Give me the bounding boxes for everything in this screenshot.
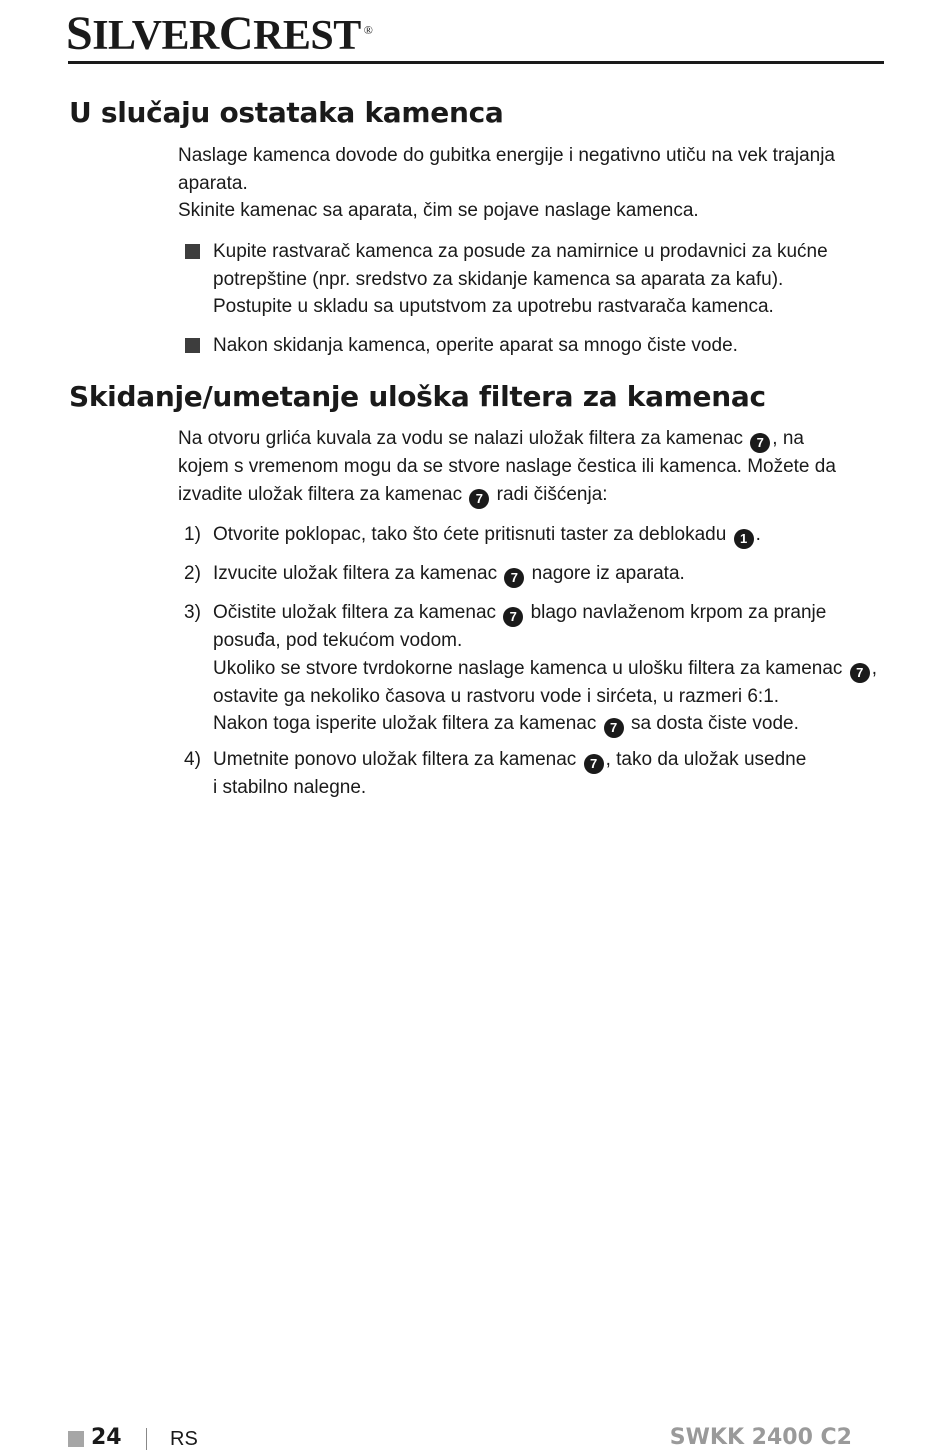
section-heading-filter: Skidanje/umetanje uloška filtera za kamenac bbox=[69, 380, 766, 413]
list-item: 1) Otvorite poklopac, tako što ćete pritisnuti taster za deblokadu 1 . bbox=[178, 521, 888, 549]
header-divider bbox=[68, 61, 884, 64]
list-item: Kupite rastvarač kamenca za posude za namirnice u prodavnici za kućne potrepštine (npr. sredstvo za skidanje kamenca sa aparata za kafu). Postupite u skladu sa uputstvom za upotrebu rastvarača kamenca. bbox=[178, 238, 888, 321]
callout-number-icon: 7 bbox=[503, 607, 523, 627]
list-item: Nakon skidanja kamenca, operite aparat sa mnogo čiste vode. bbox=[178, 332, 888, 360]
bullet-square-icon bbox=[185, 338, 200, 353]
paragraph-filter-intro: Na otvoru grlića kuvala za vodu se nalazi uložak filtera za kamenac 7 , na kojem s vremenom mogu da se stvore naslage čestica ili kamenca. Možete da izvadite uložak filtera za kamenac 7 radi čišćenja: bbox=[178, 425, 878, 509]
callout-number-icon: 1 bbox=[734, 529, 754, 549]
language-code: RS bbox=[170, 1428, 198, 1450]
footer-square-icon bbox=[68, 1431, 84, 1447]
list-item: 3) Očistite uložak filtera za kamenac 7 blago navlaženom krpom za pranje posuđa, pod tekućom vodom. Ukoliko se stvore tvrdokorne naslage kamenca u ulošku filtera za kamenac 7 , ostavite ga nekoliko časova u rastvoru vode i sirćeta, u razmeri 6:1. Nakon toga isperite uložak filtera za kamenac 7 sa dosta čiste vode. bbox=[178, 599, 888, 738]
callout-number-icon: 7 bbox=[504, 568, 524, 588]
callout-number-icon: 7 bbox=[604, 718, 624, 738]
callout-number-icon: 7 bbox=[584, 754, 604, 774]
callout-number-icon: 7 bbox=[750, 433, 770, 453]
paragraph-intro: Naslage kamenca dovode do gubitka energije i negativno utiču na vek trajanja aparata. Skinite kamenac sa aparata, čim se pojave naslage kamenca. bbox=[178, 145, 835, 221]
brand-logo: SILVERCREST ® bbox=[66, 7, 373, 60]
model-number: SWKK 2400 C2 bbox=[669, 1425, 852, 1450]
list-item: 2) Izvucite uložak filtera za kamenac 7 nagore iz aparata. bbox=[178, 560, 888, 588]
page-number: 24 bbox=[91, 1425, 122, 1450]
footer-divider bbox=[146, 1428, 147, 1450]
callout-number-icon: 7 bbox=[469, 489, 489, 509]
callout-number-icon: 7 bbox=[850, 663, 870, 683]
list-item: 4) Umetnite ponovo uložak filtera za kamenac 7 , tako da uložak usedne i stabilno nalegne. bbox=[184, 749, 807, 798]
bullet-square-icon bbox=[185, 244, 200, 259]
section-heading-descaling: U slučaju ostataka kamenca bbox=[69, 96, 504, 129]
